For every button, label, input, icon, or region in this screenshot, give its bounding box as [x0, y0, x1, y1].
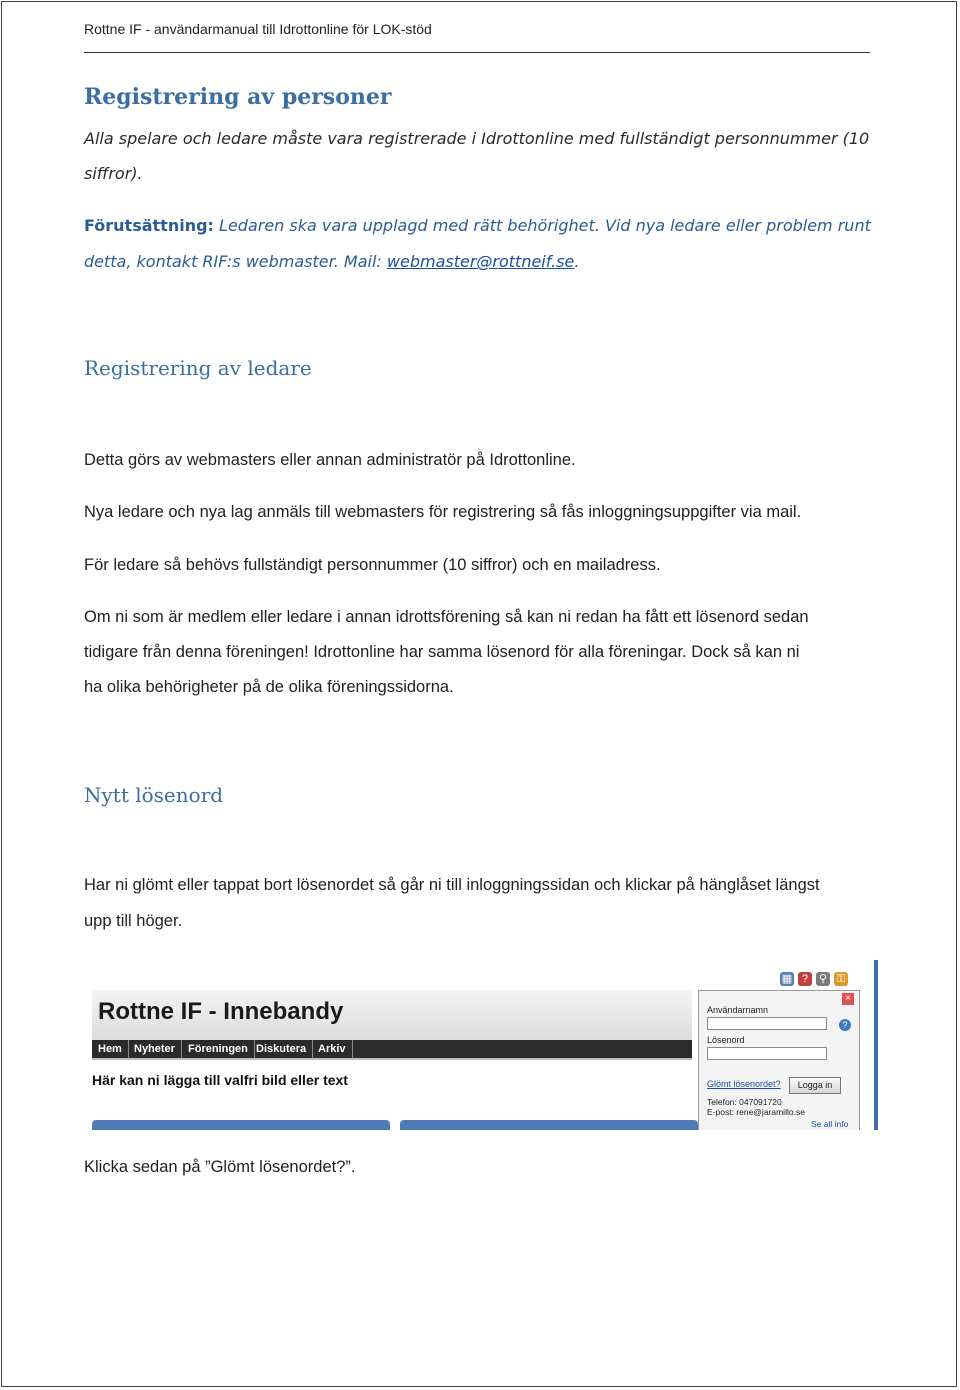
website-screenshot	[88, 960, 878, 1130]
header-rule	[84, 52, 870, 53]
prerequisite-line-2	[84, 252, 579, 271]
losenord-paragraph-line-1: Har ni glömt eller tappat bort lösenordet så går ni till inloggningssidan och klickar på hänglåset längst	[84, 876, 820, 894]
help-icon[interactable]: ?	[798, 972, 812, 986]
screenshot-edge	[874, 960, 878, 1130]
prerequisite-label: Förutsättning:	[84, 216, 214, 235]
prerequisite-line-2-suffix: .	[574, 252, 580, 271]
losenord-paragraph-line-2: upp till höger.	[84, 912, 183, 930]
see-all-info-link[interactable]: Se all info	[811, 1119, 849, 1129]
nav-item-foreningen[interactable]: Föreningen	[182, 1040, 255, 1058]
running-header: Rottne IF - användarmanual till Idrottonline för LOK-stöd	[84, 21, 432, 37]
help-icon[interactable]: ?	[839, 1019, 851, 1031]
login-panel	[698, 990, 860, 1130]
prerequisite-line-1	[84, 216, 871, 235]
username-label: Användarnamn	[707, 1005, 769, 1015]
nav-item-arkiv[interactable]: Arkiv	[312, 1040, 353, 1058]
site-tagline: Här kan ni lägga till valfri bild eller text	[92, 1072, 348, 1088]
webmaster-email-link[interactable]: webmaster@rottneif.se	[386, 252, 575, 271]
login-button[interactable]: Logga in	[789, 1077, 841, 1094]
ledare-paragraph-2: Nya ledare och nya lag anmäls till webmasters för registrering så fås inloggningsuppgifter via mail.	[84, 503, 802, 521]
contact-email: E-post: rene@jaramillo.se	[707, 1107, 805, 1117]
intro-line-1: Alla spelare och ledare måste vara registrerade i Idrottonline med fullständigt personnummer (10	[84, 129, 870, 148]
password-input[interactable]	[707, 1047, 827, 1060]
contact-phone: Telefon: 047091720	[707, 1097, 782, 1107]
prerequisite-text: Ledaren ska vara upplagd med rätt behörighet. Vid nya ledare eller problem runt	[213, 216, 871, 235]
nav-item-diskutera[interactable]: Diskutera	[250, 1040, 313, 1058]
section-title-registrering-ledare: Registrering av ledare	[84, 356, 312, 380]
ledare-paragraph-4-line-3: ha olika behörigheter på de olika föreningssidorna.	[84, 678, 454, 696]
ledare-paragraph-3: För ledare så behövs fullständigt personnummer (10 siffror) och en mailadress.	[84, 556, 661, 574]
lock-icon[interactable]: ⚿	[834, 972, 848, 986]
search-icon[interactable]: ⚲	[816, 972, 830, 986]
prerequisite-line-2-prefix: detta, kontakt RIF:s webmaster. Mail:	[84, 252, 387, 271]
section-title-registrering-personer: Registrering av personer	[84, 84, 392, 110]
section-title-nytt-losenord: Nytt lösenord	[84, 783, 224, 807]
close-icon[interactable]: ×	[842, 993, 854, 1005]
team-icon[interactable]: ▦	[781, 973, 793, 985]
content-tab-left	[92, 1120, 390, 1130]
nav-item-nyheter[interactable]: Nyheter	[128, 1040, 182, 1058]
password-label: Lösenord	[707, 1035, 745, 1045]
forgot-password-link[interactable]: Glömt lösenordet?	[707, 1079, 781, 1089]
site-nav-bar	[92, 1040, 692, 1060]
ledare-paragraph-1: Detta görs av webmasters eller annan administratör på Idrottonline.	[84, 451, 576, 469]
content-tab-right	[400, 1120, 698, 1130]
ledare-paragraph-4-line-1: Om ni som är medlem eller ledare i annan idrottsförening så kan ni redan ha fått ett lösenord sedan	[84, 608, 809, 626]
intro-line-2: siffror).	[84, 164, 143, 183]
username-input[interactable]	[707, 1017, 827, 1030]
site-title: Rottne IF - Innebandy	[98, 998, 344, 1025]
click-forgot-instruction: Klicka sedan på ”Glömt lösenordet?”.	[84, 1158, 356, 1176]
nav-item-hem[interactable]: Hem	[92, 1040, 129, 1058]
ledare-paragraph-4-line-2: tidigare från denna föreningen! Idrottonline har samma lösenord för alla föreningar. Dock så kan ni	[84, 643, 800, 661]
